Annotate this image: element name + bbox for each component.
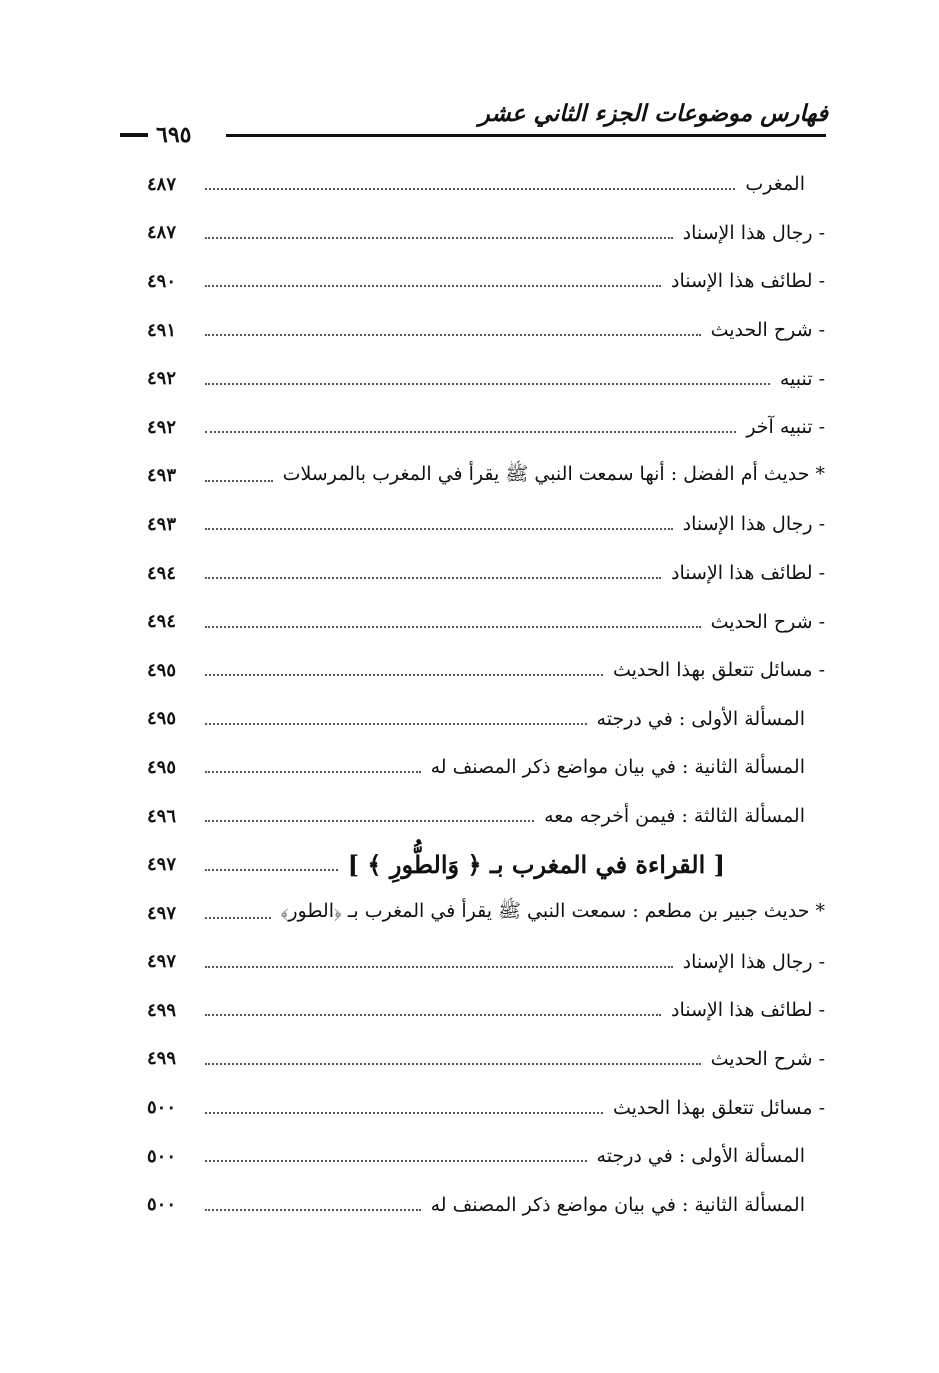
dot-leader [205,869,338,871]
toc-entry-page: ٤٩٩ [147,1048,177,1070]
dot-leader [205,188,735,190]
dot-leader [205,528,673,530]
dot-leader [205,771,421,773]
dot-leader [205,1209,421,1211]
dot-leader [205,820,534,822]
toc-entry [145,209,825,258]
dot-leader [205,626,701,628]
toc-entry [145,403,825,452]
toc-entry-title: - لطائف هذا الإسناد [671,562,825,585]
toc-entry-page: ٥٠٠ [147,1097,177,1119]
toc-entry-page: ٤٩٢ [147,368,177,390]
toc-entry [145,549,825,598]
toc-entry-page: ٤٨٧ [147,222,177,244]
toc-entry-title: - مسائل تتعلق بهذا الحديث [612,659,825,682]
toc-entry [145,938,825,987]
dot-leader [205,1112,603,1114]
toc-entry [145,889,825,938]
toc-entry-title: [ القراءة في المغرب بـ ﴿ وَالطُّورِ ﴾ ] [347,850,725,880]
toc-entry [145,597,825,646]
dot-leader [205,917,271,919]
toc-entry-page: ٤٩١ [147,319,177,341]
toc-entry-title: * حديث أم الفضل : أنها سمعت النبي ﷺ يقرأ في المغرب بالمرسلات [282,462,825,485]
table-of-contents [145,160,825,1229]
toc-entry [145,1083,825,1132]
toc-entry-page: ٤٨٧ [147,173,177,195]
dot-leader [205,285,661,287]
toc-entry-page: ٤٩٣ [147,465,177,487]
toc-entry [145,1132,825,1181]
toc-entry-page: ٥٠٠ [147,1194,177,1216]
toc-entry-title: - لطائف هذا الإسناد [671,999,825,1022]
toc-entry [145,1035,825,1084]
toc-entry-title: المسألة الأولى : في درجته [596,707,805,730]
toc-entry-page: ٥٠٠ [147,1145,177,1167]
toc-entry-page: ٤٩٦ [147,805,177,827]
toc-entry-title: - تنبيه [779,367,825,390]
toc-entry-page: ٤٩٢ [147,416,177,438]
dot-leader [205,1063,701,1065]
toc-entry-page: ٤٩٥ [147,659,177,681]
header-rule [226,134,826,137]
toc-entry [145,986,825,1035]
toc-entry-title: المسألة الثالثة : فيمن أخرجه معه [544,805,805,828]
toc-entry [145,257,825,306]
toc-entry-page: ٤٩٩ [147,999,177,1021]
toc-entry-page: ٤٩٤ [147,562,177,584]
toc-entry [145,646,825,695]
toc-entry-page: ٤٩٥ [147,708,177,730]
toc-entry-title: المسألة الأولى : في درجته [596,1145,805,1168]
dot-leader [205,577,661,579]
dot-leader [205,334,701,336]
page-header [120,96,828,146]
dot-leader [205,237,673,239]
toc-entry-title: * حديث جبير بن مطعم : سمعت النبي ﷺ يقرأ في المغرب بـ ﴿الطور﴾ [280,900,825,923]
toc-entry-title: - شرح الحديث [710,610,825,633]
toc-entry-title: المغرب [745,173,805,196]
toc-entry [145,500,825,549]
toc-entry [145,306,825,355]
toc-entry-title: - رجال هذا الإسناد [682,513,825,536]
dot-leader [205,966,673,968]
toc-entry-page: ٤٩٧ [147,854,177,876]
toc-entry-page: ٤٩٠ [147,270,177,292]
dot-leader [205,674,603,676]
toc-entry-page: ٤٩٧ [147,902,177,924]
toc-entry [145,452,825,501]
page-number: ٦٩٥ [156,122,192,148]
toc-entry [145,792,825,841]
running-title: فهارس موضوعات الجزء الثاني عشر [478,100,828,127]
toc-entry [145,1180,825,1229]
header-rule-short [120,133,148,137]
dot-leader [205,1160,587,1162]
toc-entry-title: - مسائل تتعلق بهذا الحديث [612,1096,825,1119]
dot-leader [205,480,273,482]
toc-entry [145,695,825,744]
toc-entry [145,743,825,792]
toc-entry-title: - رجال هذا الإسناد [682,221,825,244]
toc-entry-page: ٤٩٣ [147,513,177,535]
dot-leader [205,431,736,433]
toc-entry-page: ٤٩٥ [147,756,177,778]
toc-entry-page: ٤٩٤ [147,611,177,633]
toc-entry-title: - شرح الحديث [710,319,825,342]
dot-leader [205,1014,661,1016]
toc-entry-title: - شرح الحديث [710,1047,825,1070]
toc-entry-title: - لطائف هذا الإسناد [671,270,825,293]
toc-entry [145,354,825,403]
dot-leader [205,723,587,725]
toc-entry [145,840,825,889]
toc-entry-title: المسألة الثانية : في بيان مواضع ذكر المصنف له [430,756,805,779]
toc-entry-page: ٤٩٧ [147,951,177,973]
dot-leader [205,383,770,385]
toc-entry [145,160,825,209]
toc-entry-title: - تنبيه آخر [746,416,825,439]
toc-entry-title: المسألة الثانية : في بيان مواضع ذكر المصنف له [430,1193,805,1216]
toc-entry-title: - رجال هذا الإسناد [682,950,825,973]
